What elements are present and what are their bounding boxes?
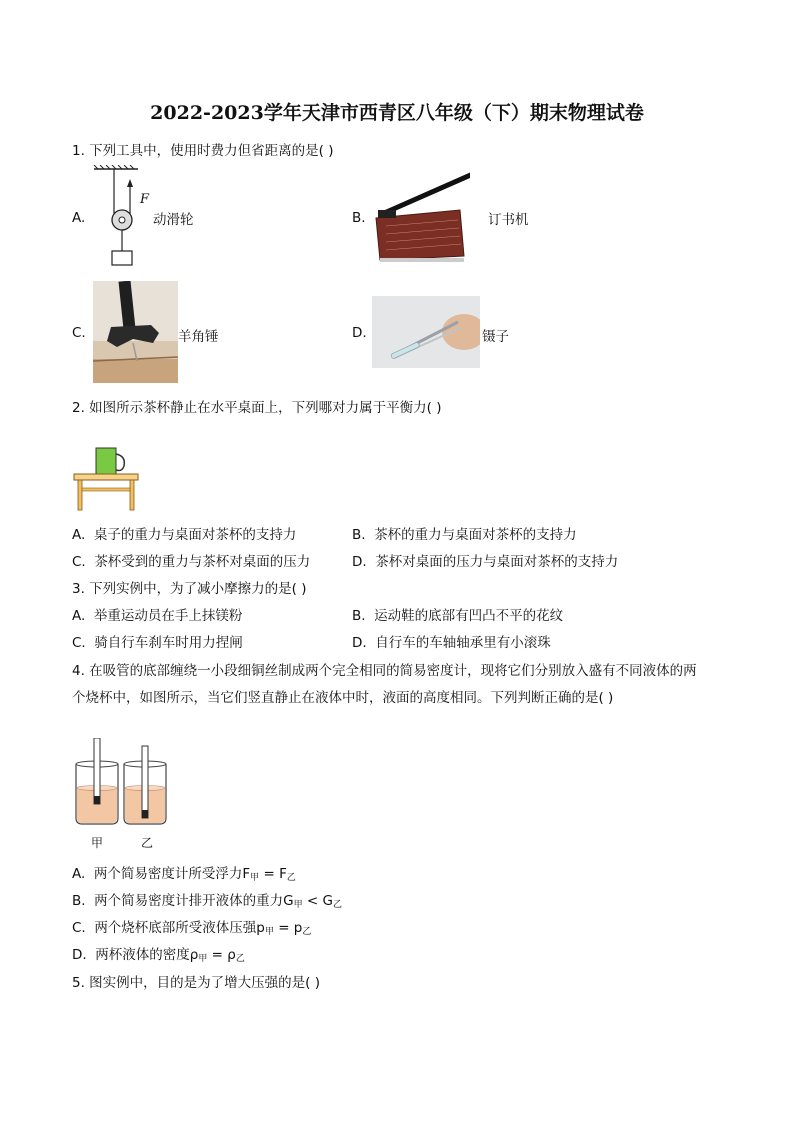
question-3-stem: 3. 下列实例中，为了减小摩擦力的是( ) <box>72 581 307 597</box>
beakers-figure <box>74 738 170 828</box>
q2-option-a: A. 桌子的重力与桌面对茶杯的支持力 <box>72 527 297 543</box>
q4-option-d: D. 两杯液体的密度$\rho_甲 = \rho_乙$ <box>72 947 245 964</box>
question-2-stem: 2. 如图所示茶杯静止在水平桌面上，下列哪对力属于平衡力( ) <box>72 400 442 416</box>
q3-option-b: B. 运动鞋的底部有凹凸不平的花纹 <box>352 608 564 624</box>
q3-option-c: C. 骑自行车刹车时用力捏闸 <box>72 635 243 651</box>
q3-option-d: D. 自行车的车轴轴承里有小滚珠 <box>352 635 551 651</box>
question-4-stem-line-1: 4. 在吸管的底部缠绕一小段细铜丝制成两个完全相同的简易密度计，现将它们分别放入盛有不同液体的两 <box>72 663 697 679</box>
claw-hammer-figure <box>93 281 178 383</box>
q1-option-d-letter: D. <box>352 325 367 341</box>
beaker-label-yi: 乙 <box>141 836 154 850</box>
q1-option-b-text: 订书机 <box>488 212 529 228</box>
paper-cutter-figure <box>370 170 470 265</box>
q2-option-c: C. 茶杯受到的重力与茶杯对桌面的压力 <box>72 554 311 570</box>
q4-option-a: A. 两个简易密度计所受浮力$F_甲 = F_乙$ <box>72 866 296 883</box>
page-title: 2022-2023学年天津市西青区八年级（下）期末物理试卷 <box>150 102 644 124</box>
cup-on-table-figure <box>72 444 142 512</box>
q1-option-d-text: 镊子 <box>482 329 509 345</box>
q4-option-b: B. 两个简易密度计排开液体的重力$G_甲 < G_乙$ <box>72 893 343 910</box>
q2-option-b: B. 茶杯的重力与桌面对茶杯的支持力 <box>352 527 577 543</box>
q1-option-a-letter: A. <box>72 210 86 226</box>
q1-option-b-letter: B. <box>352 210 366 226</box>
tweezers-figure <box>372 296 480 368</box>
movable-pulley-figure <box>90 165 160 271</box>
beaker-label-jia: 甲 <box>91 836 104 850</box>
q1-option-a-text: 动滑轮 <box>153 212 194 228</box>
q3-option-a: A. 举重运动员在手上抹镁粉 <box>72 608 243 624</box>
q1-option-c-text: 羊角锤 <box>178 329 219 345</box>
question-5-stem: 5. 图实例中，目的是为了增大压强的是( ) <box>72 975 320 991</box>
question-4-stem-line-2: 个烧杯中，如图所示，当它们竖直静止在液体中时，液面的高度相同。下列判断正确的是( ) <box>72 690 614 706</box>
force-label: F <box>140 192 150 207</box>
question-1-stem: 1. 下列工具中，使用时费力但省距离的是( ) <box>72 143 334 159</box>
q4-option-c: C. 两个烧杯底部所受液体压强$p_甲 = p_乙$ <box>72 920 312 937</box>
q1-option-c-letter: C. <box>72 325 86 341</box>
q2-option-d: D. 茶杯对桌面的压力与桌面对茶杯的支持力 <box>352 554 619 570</box>
